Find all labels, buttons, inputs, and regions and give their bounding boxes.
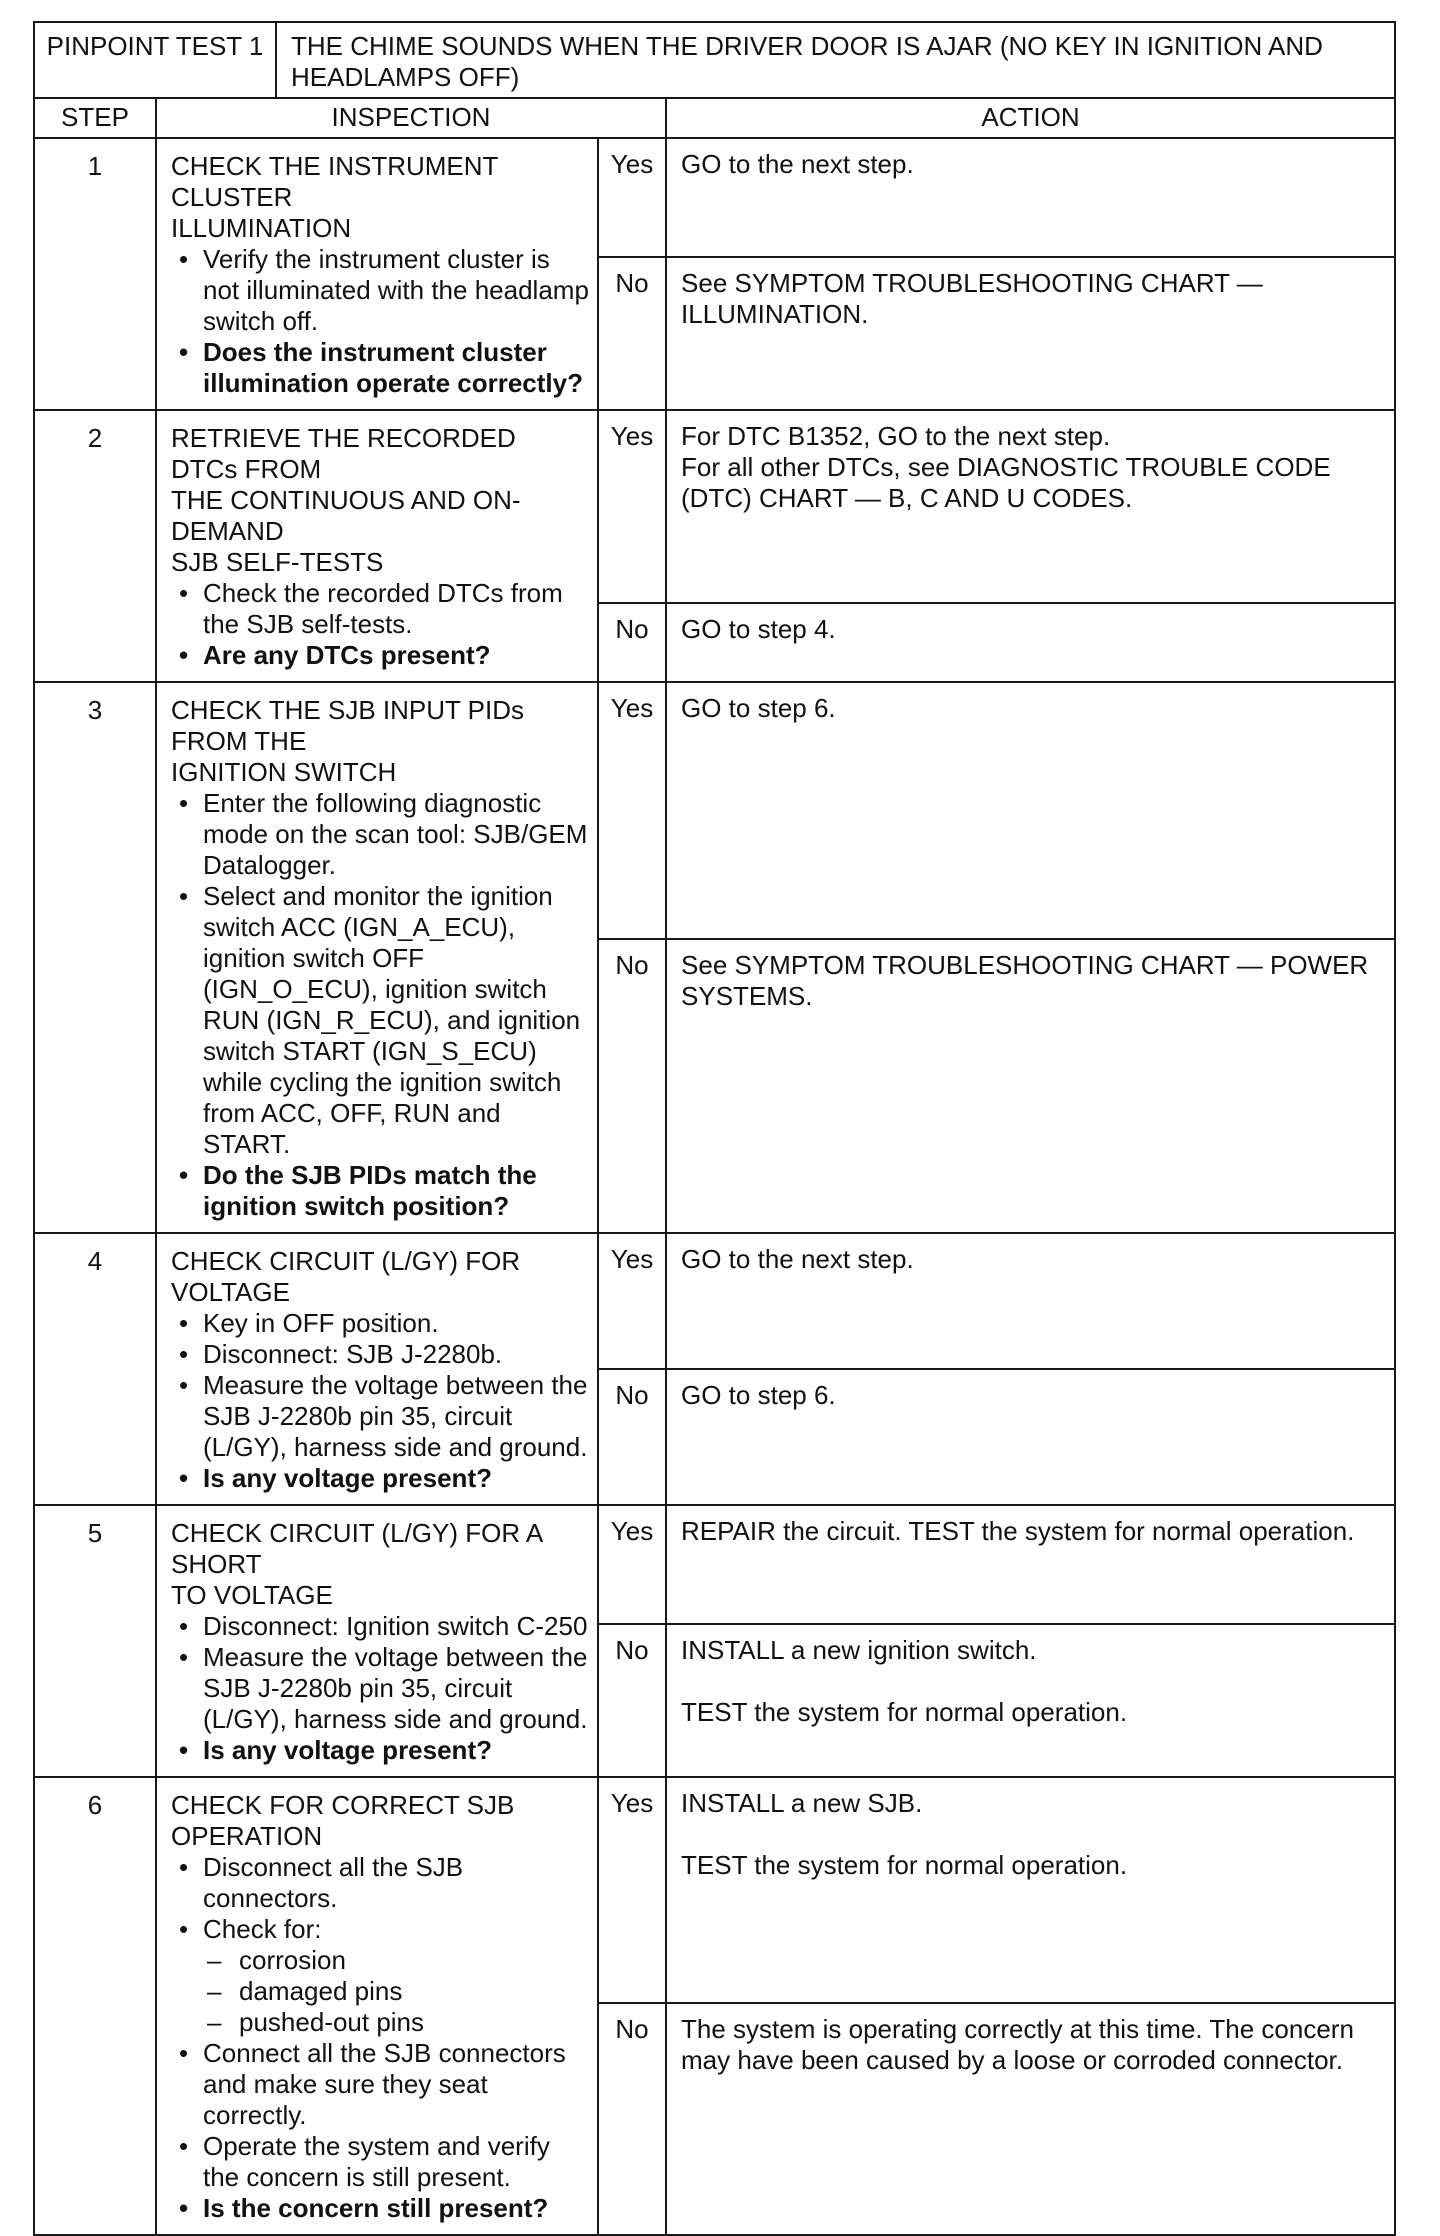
step-number: 6 [34, 1777, 156, 2235]
action-text: INSTALL a new ignition switch. [681, 1635, 1037, 1666]
inspection-heading: CHECK FOR CORRECT SJB OPERATION [171, 1790, 515, 1851]
action-text: TEST the system for normal operation. [681, 1697, 1128, 1728]
no-action [666, 1624, 1395, 1777]
inspection-heading: CHECK THE SJB INPUT PIDs FROM THE [171, 695, 524, 756]
inspection-bullets [171, 788, 589, 1222]
action-text: GO to the next step. [681, 149, 914, 179]
inspection-bullet: • Measure the voltage between the SJB J-2280b pin 35, circuit (L/GY), harness side and ground. [171, 1370, 589, 1463]
header-action: ACTION [666, 98, 1395, 138]
inspection-bullet: • Verify the instrument cluster is not illuminated with the headlamp switch off. [171, 244, 589, 337]
action-text: REPAIR the circuit. TEST the system for normal operation. [681, 1516, 1355, 1546]
no-label: No [598, 257, 666, 410]
yes-action [666, 1777, 1395, 2003]
inspection-bullet: • Check the recorded DTCs from the SJB self-tests. [171, 578, 589, 640]
inspection-heading: TO VOLTAGE [171, 1580, 333, 1610]
step-row [34, 1505, 1395, 1624]
action-text: INSTALL a new SJB. [681, 1788, 923, 1818]
inspection-bullet: • Select and monitor the ignition switch ACC (IGN_A_ECU), ignition switch OFF (IGN_O_ECU), ignition switch RUN (IGN_R_ECU), and ignition switch START (IGN_S_ECU) while cycling the ignition switch from ACC, OFF, RUN and START. [171, 881, 589, 1160]
check-subitem: – damaged pins [203, 1976, 589, 2007]
inspection-bullet: • Disconnect: SJB J-2280b. [171, 1339, 589, 1370]
inspection-bullet: • Connect all the SJB connectors and make sure they seat correctly. [171, 2038, 589, 2131]
inspection-heading: CHECK CIRCUIT (L/GY) FOR A SHORT [171, 1518, 542, 1579]
inspection-question: • Is any voltage present? [171, 1463, 589, 1494]
action-text: For all other DTCs, see DIAGNOSTIC TROUBLE CODE (DTC) CHART — B, C AND U CODES. [681, 452, 1331, 513]
test-label: PINPOINT TEST 1 [34, 22, 276, 98]
no-label: No [598, 1369, 666, 1505]
spacer [681, 1666, 1386, 1697]
header-row [34, 98, 1395, 138]
no-label: No [598, 2003, 666, 2235]
inspection-bullet: • Disconnect: Ignition switch C-250 [171, 1611, 589, 1642]
inspection-heading: CHECK CIRCUIT (L/GY) FOR VOLTAGE [171, 1246, 521, 1307]
pinpoint-test-sheet [33, 21, 1394, 2236]
step-row [34, 410, 1395, 603]
inspection-heading: ILLUMINATION [171, 213, 352, 243]
inspection-bullets [171, 1852, 589, 2224]
inspection-heading: IGNITION SWITCH [171, 757, 397, 787]
no-label: No [598, 939, 666, 1233]
yes-action [666, 1505, 1395, 1624]
step-number: 1 [34, 138, 156, 410]
inspection-bullet: • Operate the system and verify the concern is still present. [171, 2131, 589, 2193]
action-text: See SYMPTOM TROUBLESHOOTING CHART — ILLUMINATION. [681, 268, 1263, 330]
no-action [666, 2003, 1395, 2235]
inspection-cell [156, 682, 598, 1233]
inspection-bullets [171, 1611, 589, 1766]
inspection-bullet-text: Check for: [203, 1914, 322, 1944]
action-text: GO to the next step. [681, 1244, 914, 1274]
inspection-heading: SJB SELF-TESTS [171, 547, 384, 577]
step-number: 3 [34, 682, 156, 1233]
yes-label: Yes [598, 1505, 666, 1624]
header-inspection: INSPECTION [156, 98, 666, 138]
no-action [666, 939, 1395, 1233]
check-subitem: – corrosion [203, 1945, 589, 1976]
inspection-bullet [171, 1914, 589, 2038]
inspection-bullets [171, 578, 589, 671]
step-number: 4 [34, 1233, 156, 1505]
inspection-cell [156, 138, 598, 410]
inspection-cell [156, 1777, 598, 2235]
inspection-question: • Does the instrument cluster illumination operate correctly? [171, 337, 589, 399]
pinpoint-test-table [33, 21, 1396, 2236]
inspection-cell [156, 1505, 598, 1777]
no-label: No [598, 1624, 666, 1777]
inspection-bullet: • Enter the following diagnostic mode on the scan tool: SJB/GEM Datalogger. [171, 788, 589, 881]
yes-label: Yes [598, 682, 666, 939]
no-action [666, 603, 1395, 682]
inspection-heading: RETRIEVE THE RECORDED DTCs FROM [171, 423, 516, 484]
yes-action [666, 138, 1395, 257]
action-text: The system is operating correctly at this time. The concern may have been caused by a loose or corroded connector. [681, 2014, 1354, 2076]
check-subitem: – pushed-out pins [203, 2007, 589, 2038]
inspection-heading: THE CONTINUOUS AND ON-DEMAND [171, 485, 521, 546]
spacer [681, 1819, 1386, 1850]
inspection-bullets [171, 1308, 589, 1494]
inspection-question: • Are any DTCs present? [171, 640, 589, 671]
yes-label: Yes [598, 1233, 666, 1369]
no-action [666, 257, 1395, 410]
yes-label: Yes [598, 410, 666, 603]
yes-action [666, 410, 1395, 603]
inspection-heading: CHECK THE INSTRUMENT CLUSTER [171, 151, 498, 212]
inspection-cell [156, 1233, 598, 1505]
test-title: THE CHIME SOUNDS WHEN THE DRIVER DOOR IS AJAR (NO KEY IN IGNITION AND HEADLAMPS OFF) [276, 22, 1395, 98]
yes-label: Yes [598, 1777, 666, 2003]
inspection-bullets [171, 244, 589, 399]
inspection-bullet: • Disconnect all the SJB connectors. [171, 1852, 589, 1914]
no-label: No [598, 603, 666, 682]
no-action [666, 1369, 1395, 1505]
action-text: GO to step 6. [681, 693, 836, 723]
inspection-bullet: • Key in OFF position. [171, 1308, 589, 1339]
action-text: For DTC B1352, GO to the next step. [681, 421, 1111, 451]
inspection-question: • Do the SJB PIDs match the ignition switch position? [171, 1160, 589, 1222]
yes-action [666, 682, 1395, 939]
inspection-question: • Is the concern still present? [171, 2193, 589, 2224]
yes-label: Yes [598, 138, 666, 257]
step-row [34, 138, 1395, 257]
action-text: TEST the system for normal operation. [681, 1850, 1128, 1880]
step-row [34, 1233, 1395, 1369]
action-text: GO to step 4. [681, 613, 836, 644]
step-number: 2 [34, 410, 156, 682]
step-row [34, 682, 1395, 939]
step-row [34, 1777, 1395, 2003]
check-sublist [203, 1945, 589, 2038]
title-row [34, 22, 1395, 98]
header-step: STEP [34, 98, 156, 138]
action-text: See SYMPTOM TROUBLESHOOTING CHART — POWER SYSTEMS. [681, 949, 1369, 1011]
inspection-bullet: • Measure the voltage between the SJB J-2280b pin 35, circuit (L/GY), harness side and ground. [171, 1642, 589, 1735]
inspection-question: • Is any voltage present? [171, 1735, 589, 1766]
yes-action [666, 1233, 1395, 1369]
inspection-cell [156, 410, 598, 682]
action-text: GO to step 6. [681, 1380, 836, 1410]
step-number: 5 [34, 1505, 156, 1777]
